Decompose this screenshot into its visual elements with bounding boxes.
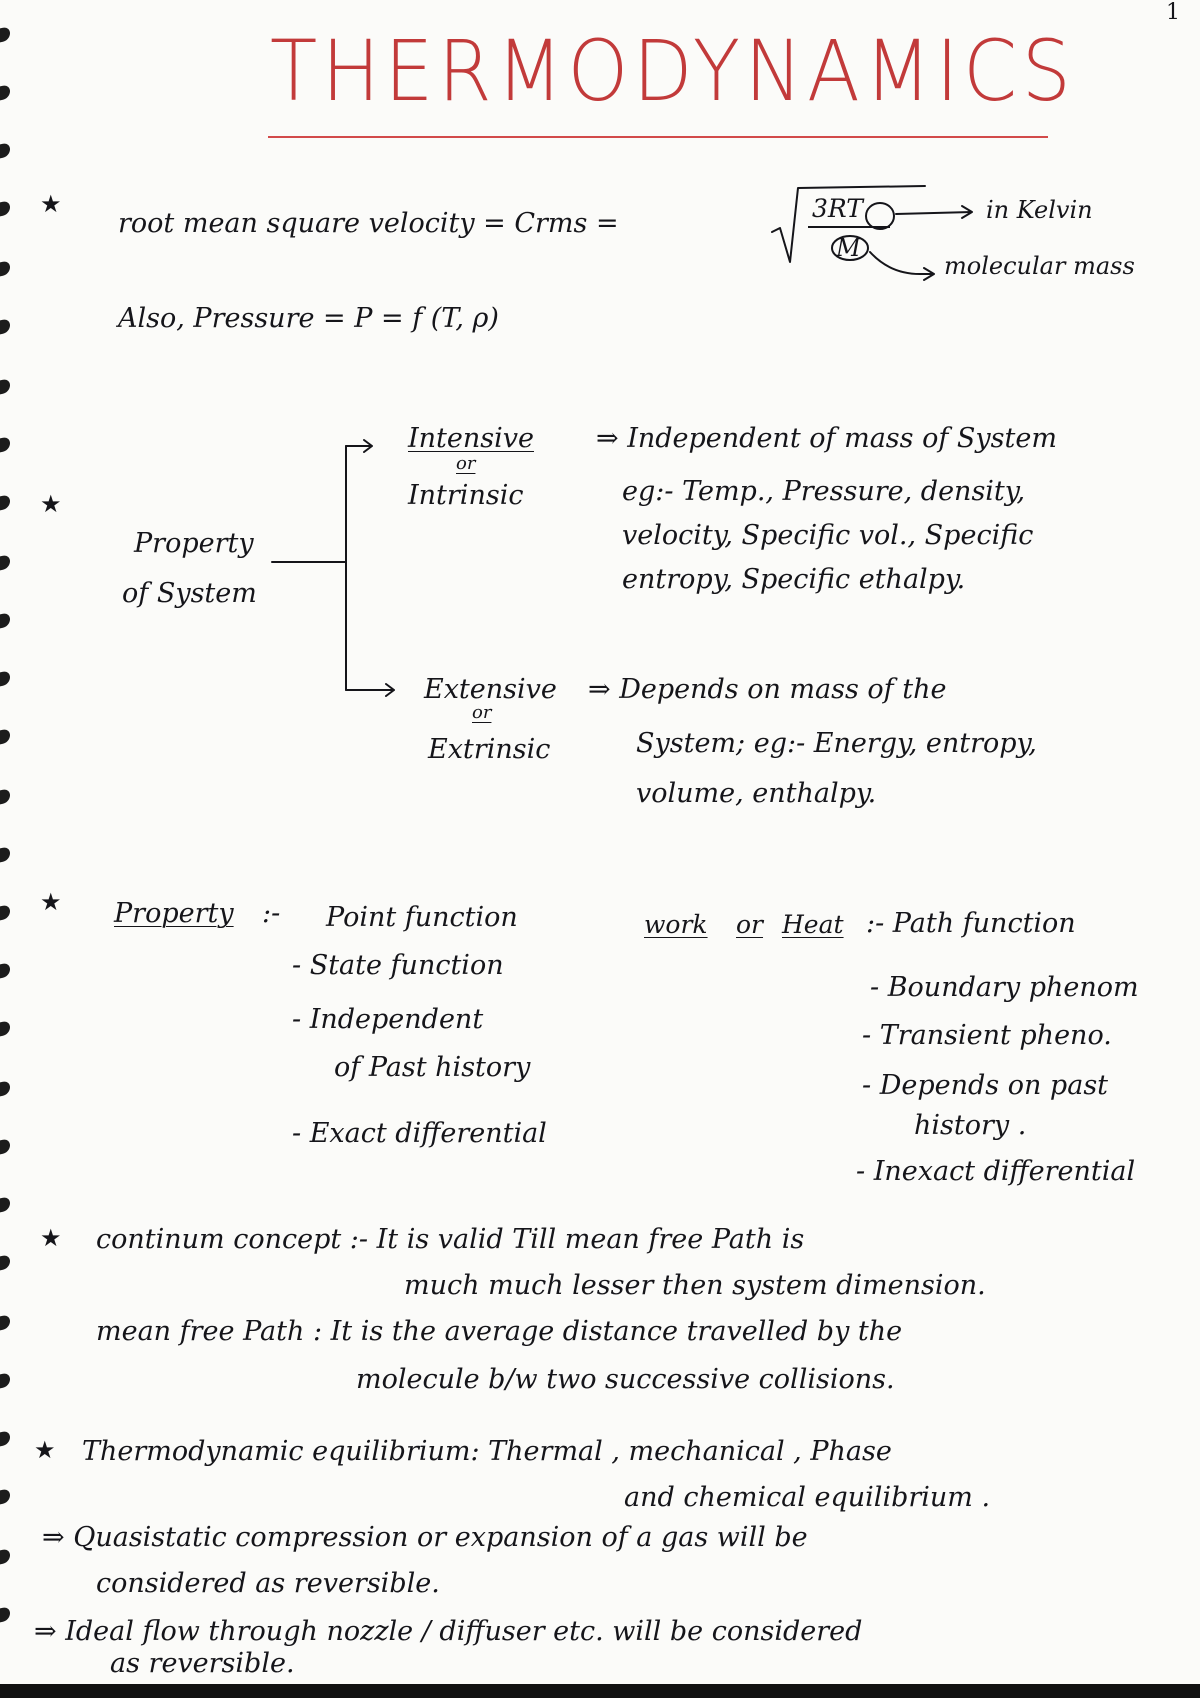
extrinsic-label: Extrinsic xyxy=(428,734,551,765)
work-heat-item: - Boundary phenom xyxy=(870,972,1139,1003)
property-item: - State function xyxy=(292,950,504,981)
property-item: - Exact differential xyxy=(292,1118,547,1149)
arrow-intensive xyxy=(346,440,372,452)
property-root-line1: Property xyxy=(134,528,254,559)
intensive-desc-line: velocity, Specific vol., Specific xyxy=(622,520,1034,551)
bullet-star-icon: ★ xyxy=(34,1436,56,1464)
bullet-star-icon: ★ xyxy=(40,1224,62,1252)
work-heat-item: - Depends on past xyxy=(862,1070,1109,1101)
bullet-star-icon: ★ xyxy=(40,490,62,518)
bullet-star-icon: ★ xyxy=(40,190,62,218)
m-circle-mark xyxy=(832,236,868,260)
continuum-line: continum concept :- It is valid Till mean free Path is xyxy=(96,1224,805,1255)
property-heading: Property xyxy=(114,898,234,929)
note-molecular-mass: molecular mass xyxy=(944,252,1135,280)
equilibrium-line: Thermodynamic equilibrium: Thermal , mechanical , Phase xyxy=(82,1436,892,1467)
arrow-to-molecular-mass xyxy=(870,252,934,280)
page-title: THERMODYNAMICS xyxy=(270,22,1076,120)
page-number: 1 xyxy=(1166,0,1180,25)
extensive-or: or xyxy=(472,702,492,723)
extensive-label: Extensive xyxy=(424,674,557,705)
work-heat-item: history . xyxy=(914,1110,1027,1141)
work-heat-item: - Transient pheno. xyxy=(862,1020,1112,1051)
extensive-desc-line: volume, enthalpy. xyxy=(636,778,877,809)
intrinsic-label: Intrinsic xyxy=(408,480,524,511)
rms-denominator: M xyxy=(836,234,861,262)
property-item: of Past history xyxy=(334,1052,531,1083)
ideal-flow-line: as reversible. xyxy=(110,1648,295,1679)
path-function: :- Path function xyxy=(866,908,1076,939)
intensive-desc-line: eg:- Temp., Pressure, density, xyxy=(622,476,1026,507)
intensive-desc-line: ⇒ Independent of mass of System xyxy=(596,423,1057,454)
note-kelvin: in Kelvin xyxy=(986,196,1093,224)
t-circle-mark xyxy=(866,203,894,229)
quasistatic-line: considered as reversible. xyxy=(96,1568,440,1599)
intensive-label: Intensive xyxy=(408,423,534,454)
heat-heading: Heat xyxy=(782,910,844,939)
rms-velocity-label: root mean square velocity = Crms = xyxy=(118,208,619,239)
square-root-sign xyxy=(772,186,925,262)
arrow-to-kelvin xyxy=(896,206,972,218)
property-item: Point function xyxy=(326,902,518,933)
property-item: - Independent xyxy=(292,1004,484,1035)
mean-free-path-line: mean free Path : It is the average distance travelled by the xyxy=(96,1316,903,1347)
work-heading: work xyxy=(644,910,708,939)
arrow-extensive xyxy=(346,684,394,696)
equilibrium-line: and chemical equilibrium . xyxy=(624,1482,991,1513)
intensive-or: or xyxy=(456,453,476,474)
property-root-line2: of System xyxy=(122,578,257,609)
ideal-flow-line: ⇒ Ideal flow through nozzle / diffuser etc. will be considered xyxy=(34,1616,863,1647)
rms-numerator: 3RT xyxy=(812,194,863,223)
property-separator: :- xyxy=(262,898,281,929)
work-heat-item: - Inexact differential xyxy=(856,1156,1136,1187)
mean-free-path-line: molecule b/w two successive collisions. xyxy=(356,1364,895,1395)
continuum-line: much much lesser then system dimension. xyxy=(404,1270,986,1301)
pressure-line: Also, Pressure = P = f (T, ρ) xyxy=(118,303,499,334)
intensive-desc-line: entropy, Specific ethalpy. xyxy=(622,564,966,595)
extensive-desc-line: ⇒ Depends on mass of the xyxy=(588,674,947,705)
extensive-desc-line: System; eg:- Energy, entropy, xyxy=(636,728,1037,759)
bullet-star-icon: ★ xyxy=(40,888,62,916)
quasistatic-line: ⇒ Quasistatic compression or expansion of a gas will be xyxy=(42,1522,808,1553)
work-or: or xyxy=(736,910,764,939)
